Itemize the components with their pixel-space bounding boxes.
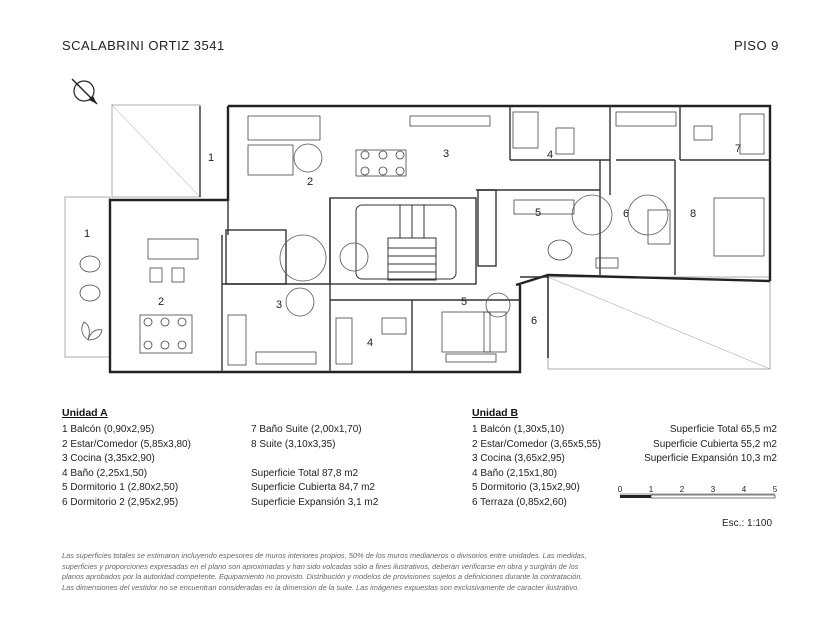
scale-tick: 5 [772, 485, 778, 494]
project-title: SCALABRINI ORTIZ 3541 [62, 38, 225, 53]
room-numbers-a [84, 228, 537, 349]
room-b-1: 1 [208, 152, 215, 164]
north-arrow-icon [72, 79, 97, 104]
unidad-a-rooms-col2 [251, 423, 378, 510]
unidad-b-rooms [472, 423, 601, 510]
scale-tick: 3 [710, 485, 716, 494]
room-a-1: 1 [84, 228, 91, 240]
room-a-5: 5 [461, 296, 468, 308]
unidad-b-item: 4 Baño (2,15x1,80) [472, 467, 558, 479]
balcony-outlines [65, 105, 770, 369]
scale-label: Esc.: 1:100 [722, 518, 773, 529]
scale-tick: 0 [617, 485, 623, 494]
unidad-a-area: Superficie Expansión 3,1 m2 [251, 496, 379, 508]
unidad-b-area: Superficie Expansión 10,3 m2 [644, 453, 777, 464]
unidad-a-item: 1 Balcón (0,90x2,95) [62, 424, 155, 435]
unidad-a-rooms-col1 [62, 423, 191, 510]
stair-core [356, 205, 456, 280]
unidad-a-title: Unidad A [62, 407, 108, 419]
room-numbers-b [208, 143, 741, 220]
unidad-b-title: Unidad B [472, 407, 519, 419]
unidad-b-item: 3 Cocina (3,65x2,95) [472, 453, 565, 464]
unidad-a-item: 7 Baño Suite (2,00x1,70) [251, 424, 362, 435]
unidad-b-areas [644, 423, 777, 467]
unidad-b-area: Superficie Total 65,5 m2 [669, 424, 777, 435]
disclaimer-line: Las superficies totales se estimaron incluyendo espesores de muros interiores propios, 50% de los muros medianeros o divisorios entre unidades. Las medidas, [62, 551, 587, 560]
unidad-a-item: 2 Estar/Comedor (5,85x3,80) [62, 438, 191, 450]
unidad-a-item: 6 Dormitorio 2 (2,95x2,95) [62, 496, 179, 508]
interior-walls [200, 106, 770, 372]
room-a-6: 6 [531, 315, 538, 327]
unidad-b-item: 5 Dormitorio (3,15x2,90) [472, 482, 580, 493]
room-b-8: 8 [690, 208, 697, 220]
unidad-b-item: 6 Terraza (0,85x2,60) [472, 496, 567, 508]
room-b-6: 6 [623, 208, 630, 220]
room-b-2: 2 [307, 176, 314, 188]
disclaimer [62, 551, 752, 593]
room-b-5: 5 [535, 207, 542, 219]
exterior-walls [110, 106, 770, 372]
unidad-b-item: 2 Estar/Comedor (3,65x5,55) [472, 438, 601, 450]
scale-tick: 2 [679, 485, 685, 494]
unidad-a-item: 8 Suite (3,10x3,35) [251, 438, 336, 450]
unidad-b-area: Superficie Cubierta 55,2 m2 [653, 438, 777, 450]
unidad-b-item: 1 Balcón (1,30x5,10) [472, 424, 565, 435]
scale-tick: 4 [741, 485, 747, 494]
unidad-a-item: 4 Baño (2,25x1,50) [62, 467, 148, 479]
furniture-unit-a [80, 239, 506, 365]
disclaimer-line: planos aprobados por la autoridad competente. Equipamiento no provisto. Distribución y modelos de provisiones sujetos a definiciones durante la contratación. [62, 572, 583, 582]
plant-icon [82, 322, 102, 340]
room-a-4: 4 [367, 337, 374, 349]
room-a-3: 3 [276, 299, 283, 311]
room-a-2: 2 [158, 296, 165, 308]
room-b-7: 7 [735, 143, 742, 155]
scale-bar [616, 482, 786, 512]
unidad-a-item: 5 Dormitorio 1 (2,80x2,50) [62, 482, 179, 493]
scale-tick: 1 [648, 485, 654, 494]
room-b-4: 4 [547, 149, 554, 161]
unidad-a-area: Superficie Cubierta 84,7 m2 [251, 482, 375, 493]
floor-label: PISO 9 [734, 38, 779, 53]
unidad-a-item: 3 Cocina (3,35x2,90) [62, 453, 155, 464]
disclaimer-line: Las dimensiones del vestidor no se encuentran consideradas en la dimension de la suite. Las imágenes expuestas son exclusivamente de caracter ilustrativo. [62, 582, 580, 592]
room-b-3: 3 [443, 148, 450, 160]
unidad-a-area: Superficie Total 87,8 m2 [251, 467, 359, 479]
disclaimer-line: superficies y proporciones expresadas en el plano son aproximadas y han sido volcadas sólo a fines ilustrativos, deberán verificarse en obra y surgirán de los [62, 561, 579, 571]
